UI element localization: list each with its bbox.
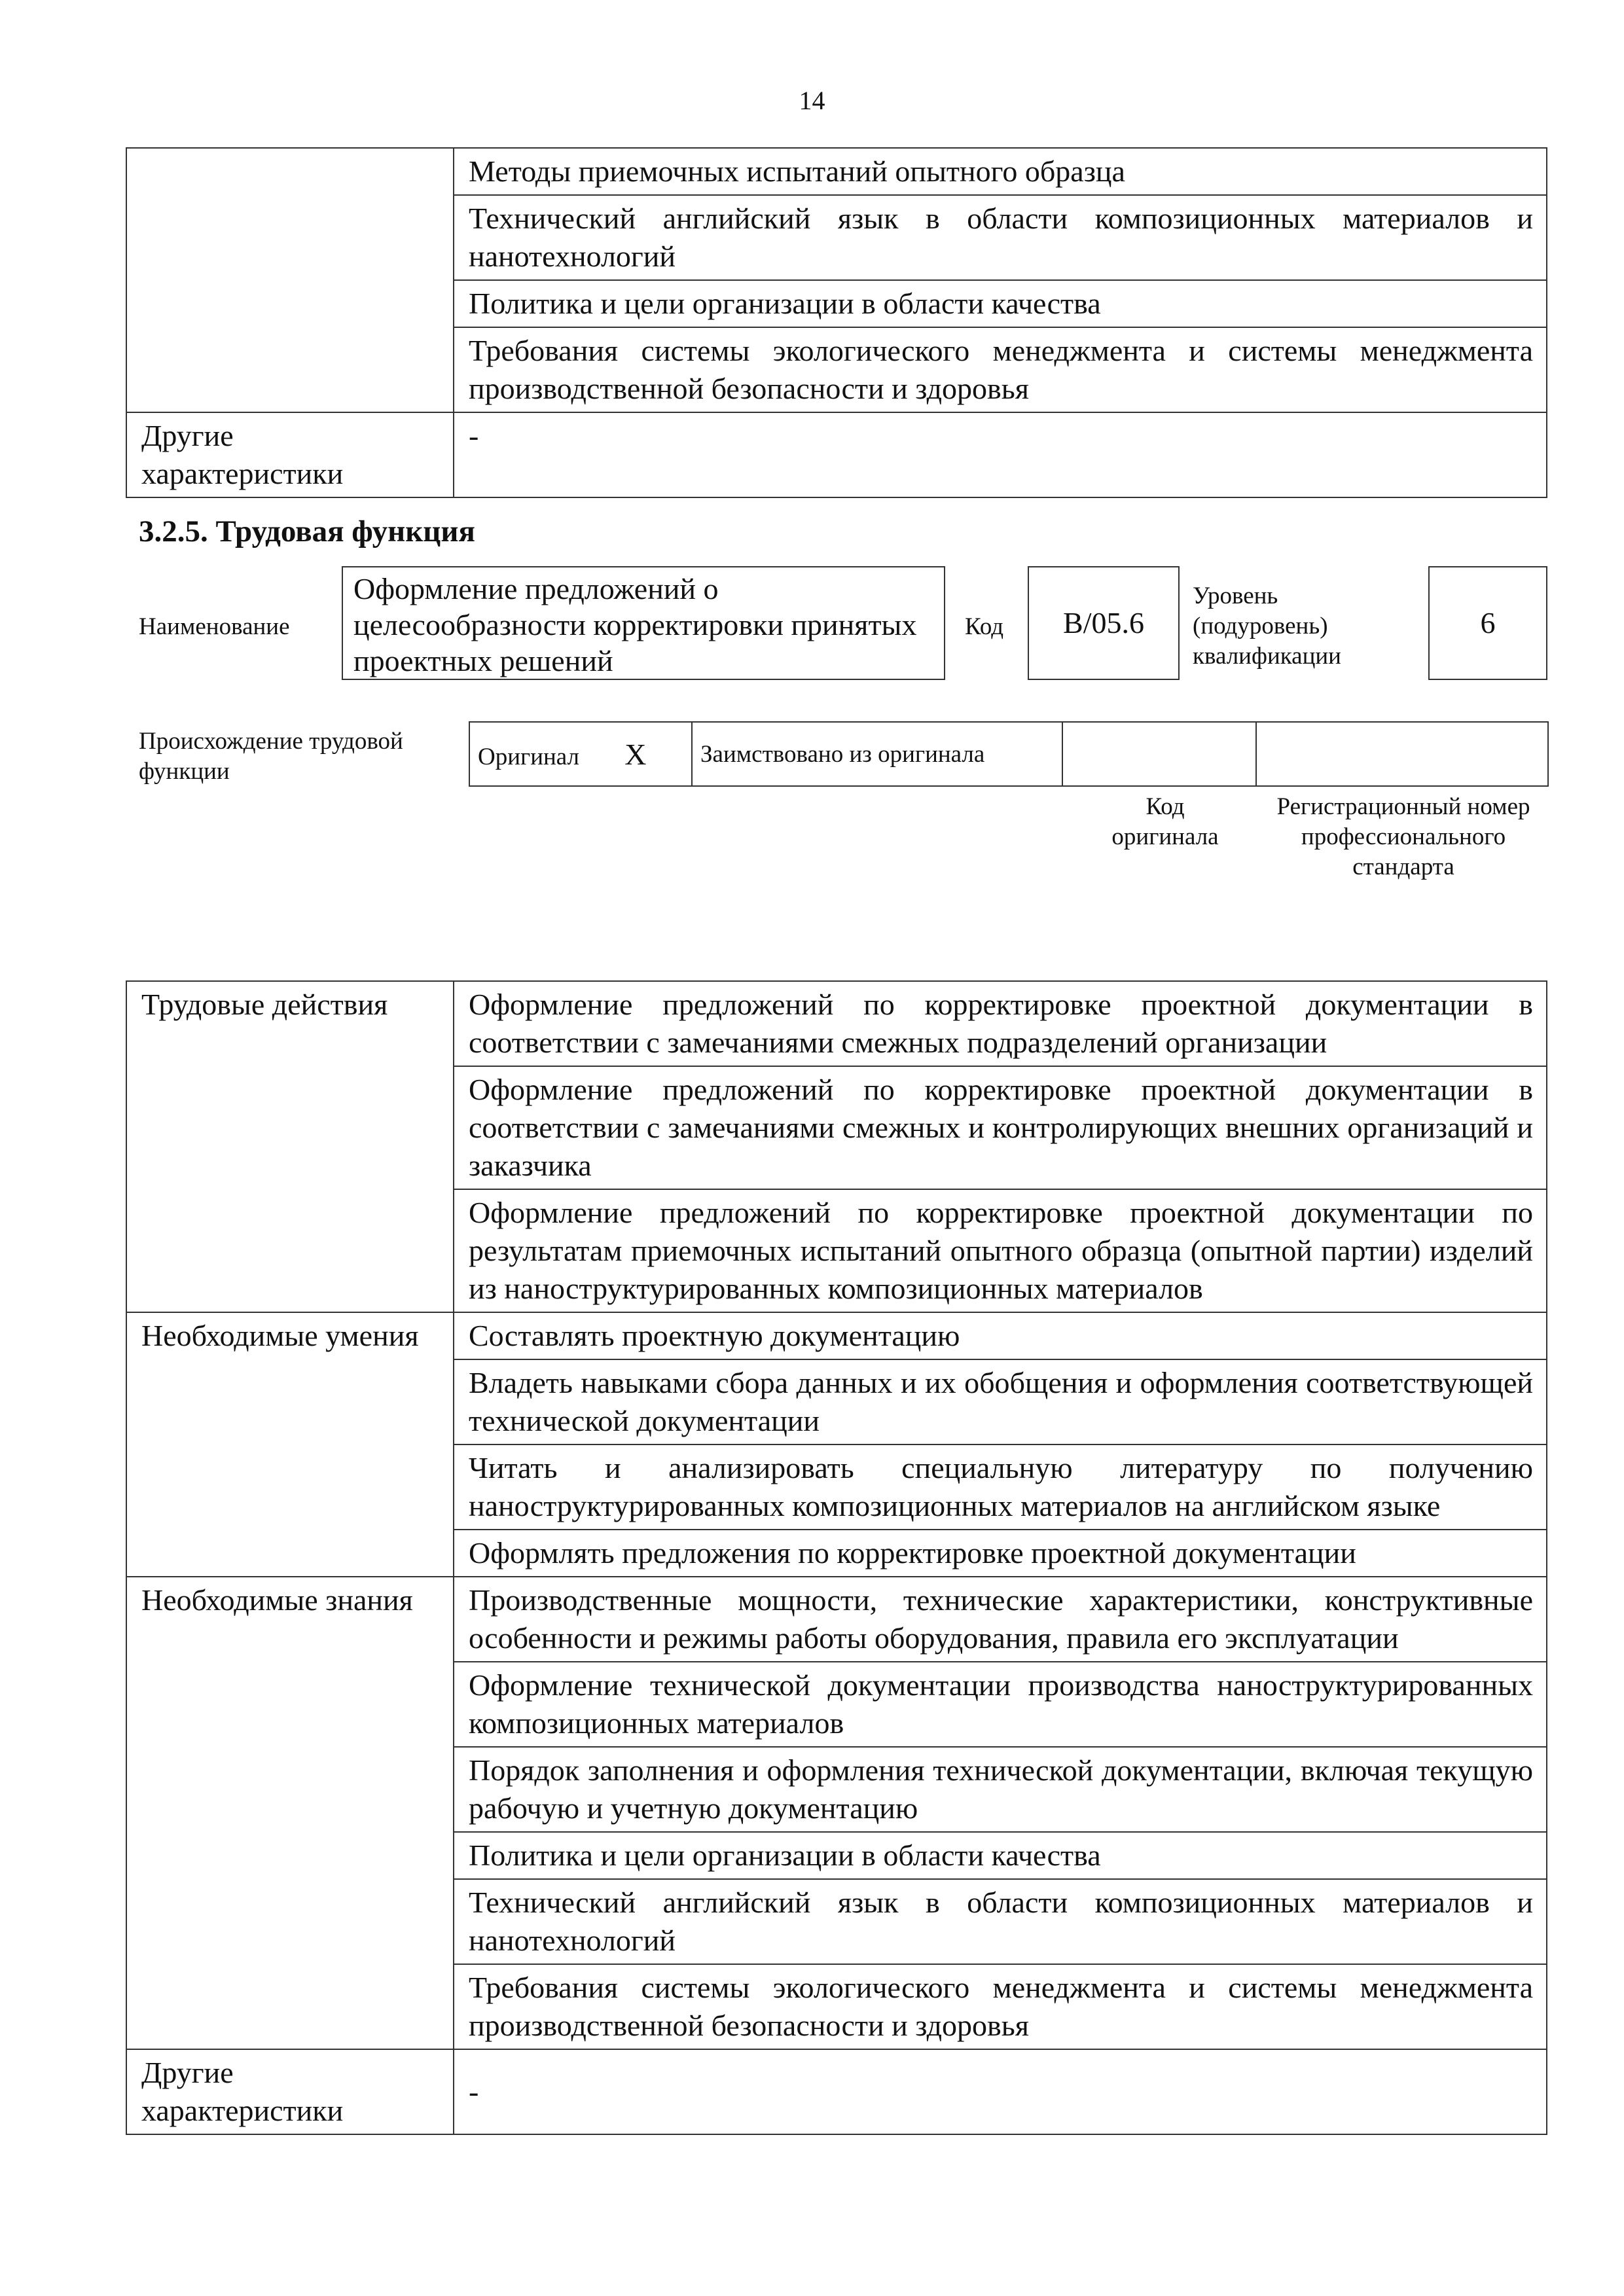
level-box <box>1428 566 1547 680</box>
original-code-cell <box>1062 722 1256 786</box>
knowledge-item: Требования системы экологического менеджмента и системы менеджмента производственной безопасности и здоровья <box>454 327 1547 412</box>
origin-label: Происхождение трудовой функции <box>139 728 403 785</box>
origin-table <box>469 721 1549 787</box>
code-label: Код <box>965 613 1004 640</box>
reg-caption: Регистрационный номер профессионального стандарта <box>1276 793 1530 880</box>
name-label: Наименование <box>139 613 290 640</box>
original-label: Оригинал <box>478 743 580 770</box>
code-box <box>1028 566 1180 680</box>
original-mark: X <box>624 737 647 771</box>
knowledge-label: Необходимые знания <box>126 1577 454 2049</box>
registration-number-cell <box>1256 722 1548 786</box>
other-characteristics-label: Другие характеристики <box>126 2049 454 2134</box>
knowledge-item: Оформление технической документации производства наноструктурированных композиционных материалов <box>454 1662 1547 1747</box>
labor-action-item: Оформление предложений по корректировке проектной документации в соответствии с замечаниями смежных и контролирующих внешних организаций и заказчика <box>454 1066 1547 1189</box>
top-table <box>126 147 1547 498</box>
section-heading: 3.2.5. Трудовая функция <box>139 514 475 548</box>
skill-item: Читать и анализировать специальную литературу по получению наноструктурированных композиционных материалов на английском языке <box>454 1444 1547 1530</box>
main-table <box>126 980 1547 2135</box>
knowledge-item: Производственные мощности, технические характеристики, конструктивные особенности и режимы работы оборудования, правила его эксплуатации <box>454 1577 1547 1662</box>
labor-actions-label: Трудовые действия <box>126 981 454 1312</box>
skill-item: Составлять проектную документацию <box>454 1312 1547 1359</box>
knowledge-item: Технический английский язык в области композиционных материалов и нанотехнологий <box>454 1879 1547 1964</box>
page-number: 14 <box>799 86 825 115</box>
skill-item: Оформлять предложения по корректировке проектной документации <box>454 1530 1547 1577</box>
name-value: Оформление предложений о целесообразности корректировки принятых проектных решений <box>353 572 917 677</box>
empty-label-cell <box>126 148 454 412</box>
code-caption: Код оригинала <box>1111 793 1219 850</box>
code-value: B/05.6 <box>1063 606 1144 639</box>
borrowed-label: Заимствовано из оригинала <box>692 722 1062 786</box>
labor-action-item: Оформление предложений по корректировке проектной документации по результатам приемочных испытаний опытного образца (опытной партии) изделий из наноструктурированных композиционных материалов <box>454 1189 1547 1312</box>
original-cell <box>469 722 692 786</box>
knowledge-item: Политика и цели организации в области качества <box>454 280 1547 327</box>
other-characteristics-label: Другие характеристики <box>126 412 454 497</box>
knowledge-item: Требования системы экологического менеджмента и системы менеджмента производственной безопасности и здоровья <box>454 1964 1547 2049</box>
knowledge-item: Порядок заполнения и оформления технической документации, включая текущую рабочую и учетную документацию <box>454 1747 1547 1832</box>
skills-label: Необходимые умения <box>126 1312 454 1577</box>
labor-action-item: Оформление предложений по корректировке проектной документации в соответствии с замечаниями смежных подразделений организации <box>454 981 1547 1066</box>
knowledge-item: Политика и цели организации в области качества <box>454 1832 1547 1879</box>
level-value: 6 <box>1480 606 1496 639</box>
other-characteristics-value: - <box>454 2049 1547 2134</box>
other-characteristics-value: - <box>454 412 1547 497</box>
level-label: Уровень (подуровень) квалификации <box>1193 583 1341 670</box>
name-box <box>342 566 945 680</box>
knowledge-item: Методы приемочных испытаний опытного образца <box>454 148 1547 195</box>
skill-item: Владеть навыками сбора данных и их обобщения и оформления соответствующей технической документации <box>454 1359 1547 1444</box>
knowledge-item: Технический английский язык в области композиционных материалов и нанотехнологий <box>454 195 1547 280</box>
